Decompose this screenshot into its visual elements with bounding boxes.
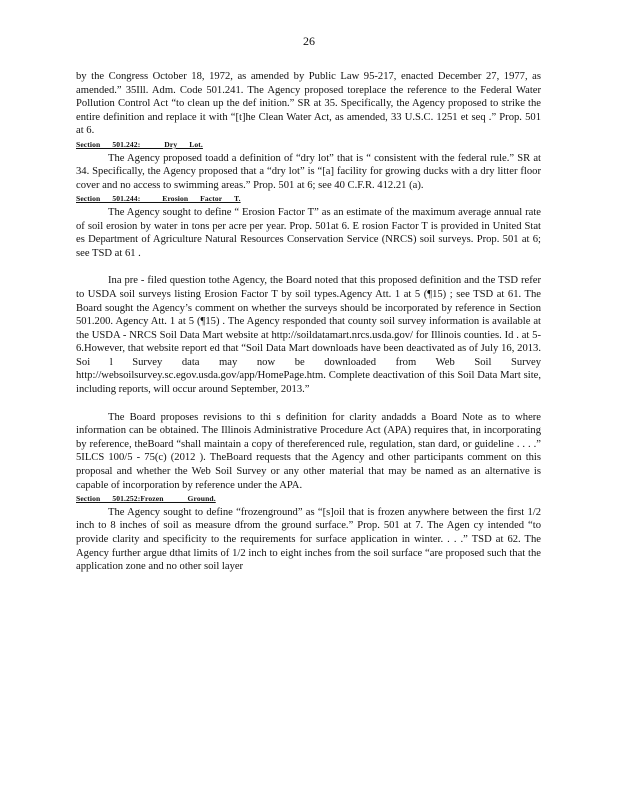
paragraph-2: The Agency proposed toadd a definition of “dry lot” that is “ consistent with the federal rule.” SR at 34. Specifically, the Agency proposed that a “dry lot” is “[a] facility for growing ducks with a dry litter floor cover and no access to swimming areas.” Prop. 501 at 6; see 40 C.F.R. 412.21 (a). [76, 152, 541, 191]
section-heading-501-242: Section 501.242: Dry Lot. [76, 139, 203, 149]
paragraph-1: by the Congress October 18, 1972, as amended by Public Law 95-217, enacted December 27, 1977, as amended.” 35Ill. Adm. Code 501.241. The Agency proposed toreplace the reference to the Federal Water Pollution Control Act “to clean up the def inition.” SR at 35. Specifically, the Agency proposed to strike the entire definition and replace it with “[t]he Clean Water Act, as amended, 33 U.S.C. 1251 et seq .” Prop. 501 at 6. [76, 71, 541, 137]
section-heading-501-244: Section 501.244: Erosion Factor T. [76, 194, 241, 204]
paragraph-5: The Board proposes revisions to thi s definition for clarity andadds a Board Note as to where information can be obtained. The Illinois Administrative Procedure Act (APA) requires that, in incorporating by reference, theBoard “shall maintain a copy of thereferenced rule, regulation, stan dard, or guideline . . . .” 5ILCS 100/5 - 75(c) (2012 ). TheBoard requests that the Agency and other participants comment on this proposal and whether the Web Soil Survey or any other material that may be named as an alternative is capable of incorporation by reference under the APA. [76, 411, 541, 491]
body-text [76, 70, 541, 574]
page-number: 26 [303, 34, 315, 48]
paragraph-3: The Agency sought to define “ Erosion Factor T” as an estimate of the maximum average annual rate of soil erosion by water in tons per acre per year. Prop. 501at 6. E rosion Factor T is provided in United Stat es Department of Agriculture Natural Resources Conservation Service (NRCS) soil surveys. Prop. 501 at 6; see TSD at 61 . [76, 206, 541, 259]
paragraph-4: Ina pre - filed question tothe Agency, the Board noted that this proposed definition and the TSD refer to USDA soil surveys listing Erosion Factor T by soil types.Agency Att. 1 at 5 (¶15) ; see TSD at 61. The Board sought the Agency’s comment on whether the surveys should be incorporated by reference in Section 501.200. Agency Att. 1 at 5 (¶15) . The Agency responded that county soil survey information is available at the USDA - NRCS Soil Data Mart website at http://soildatamart.nrcs.usda.gov/ for Illinois counties. Id . at 5-6.However, that website report ed that “Soil Data Mart downloads have been deactivated as of July 16, 2013. Soi l Survey data may now be downloaded from Web Soil Survey http://websoilsurvey.sc.egov.usda.gov/app/HomePage.htm. Complete deactivation of this Soil Data Mart site, including reports, will occur around September, 2013.” [76, 275, 541, 396]
paragraph-6: The Agency sought to define “frozenground” as “[s]oil that is frozen anywhere between the first 1/2 inch to 8 inches of soil as measure dfrom the ground surface.” Prop. 501 at 7. The Agen cy intended “to provide clarity and specificity to the requirements for surface application in winter. . . .” TSD at 62. The Agency further argue dthat limits of 1/2 inch to eight inches from the soil surface “are proposed such that the application zone and no other soil layer [76, 506, 541, 573]
section-heading-501-252: Section 501.252:Frozen Ground. [76, 494, 216, 504]
